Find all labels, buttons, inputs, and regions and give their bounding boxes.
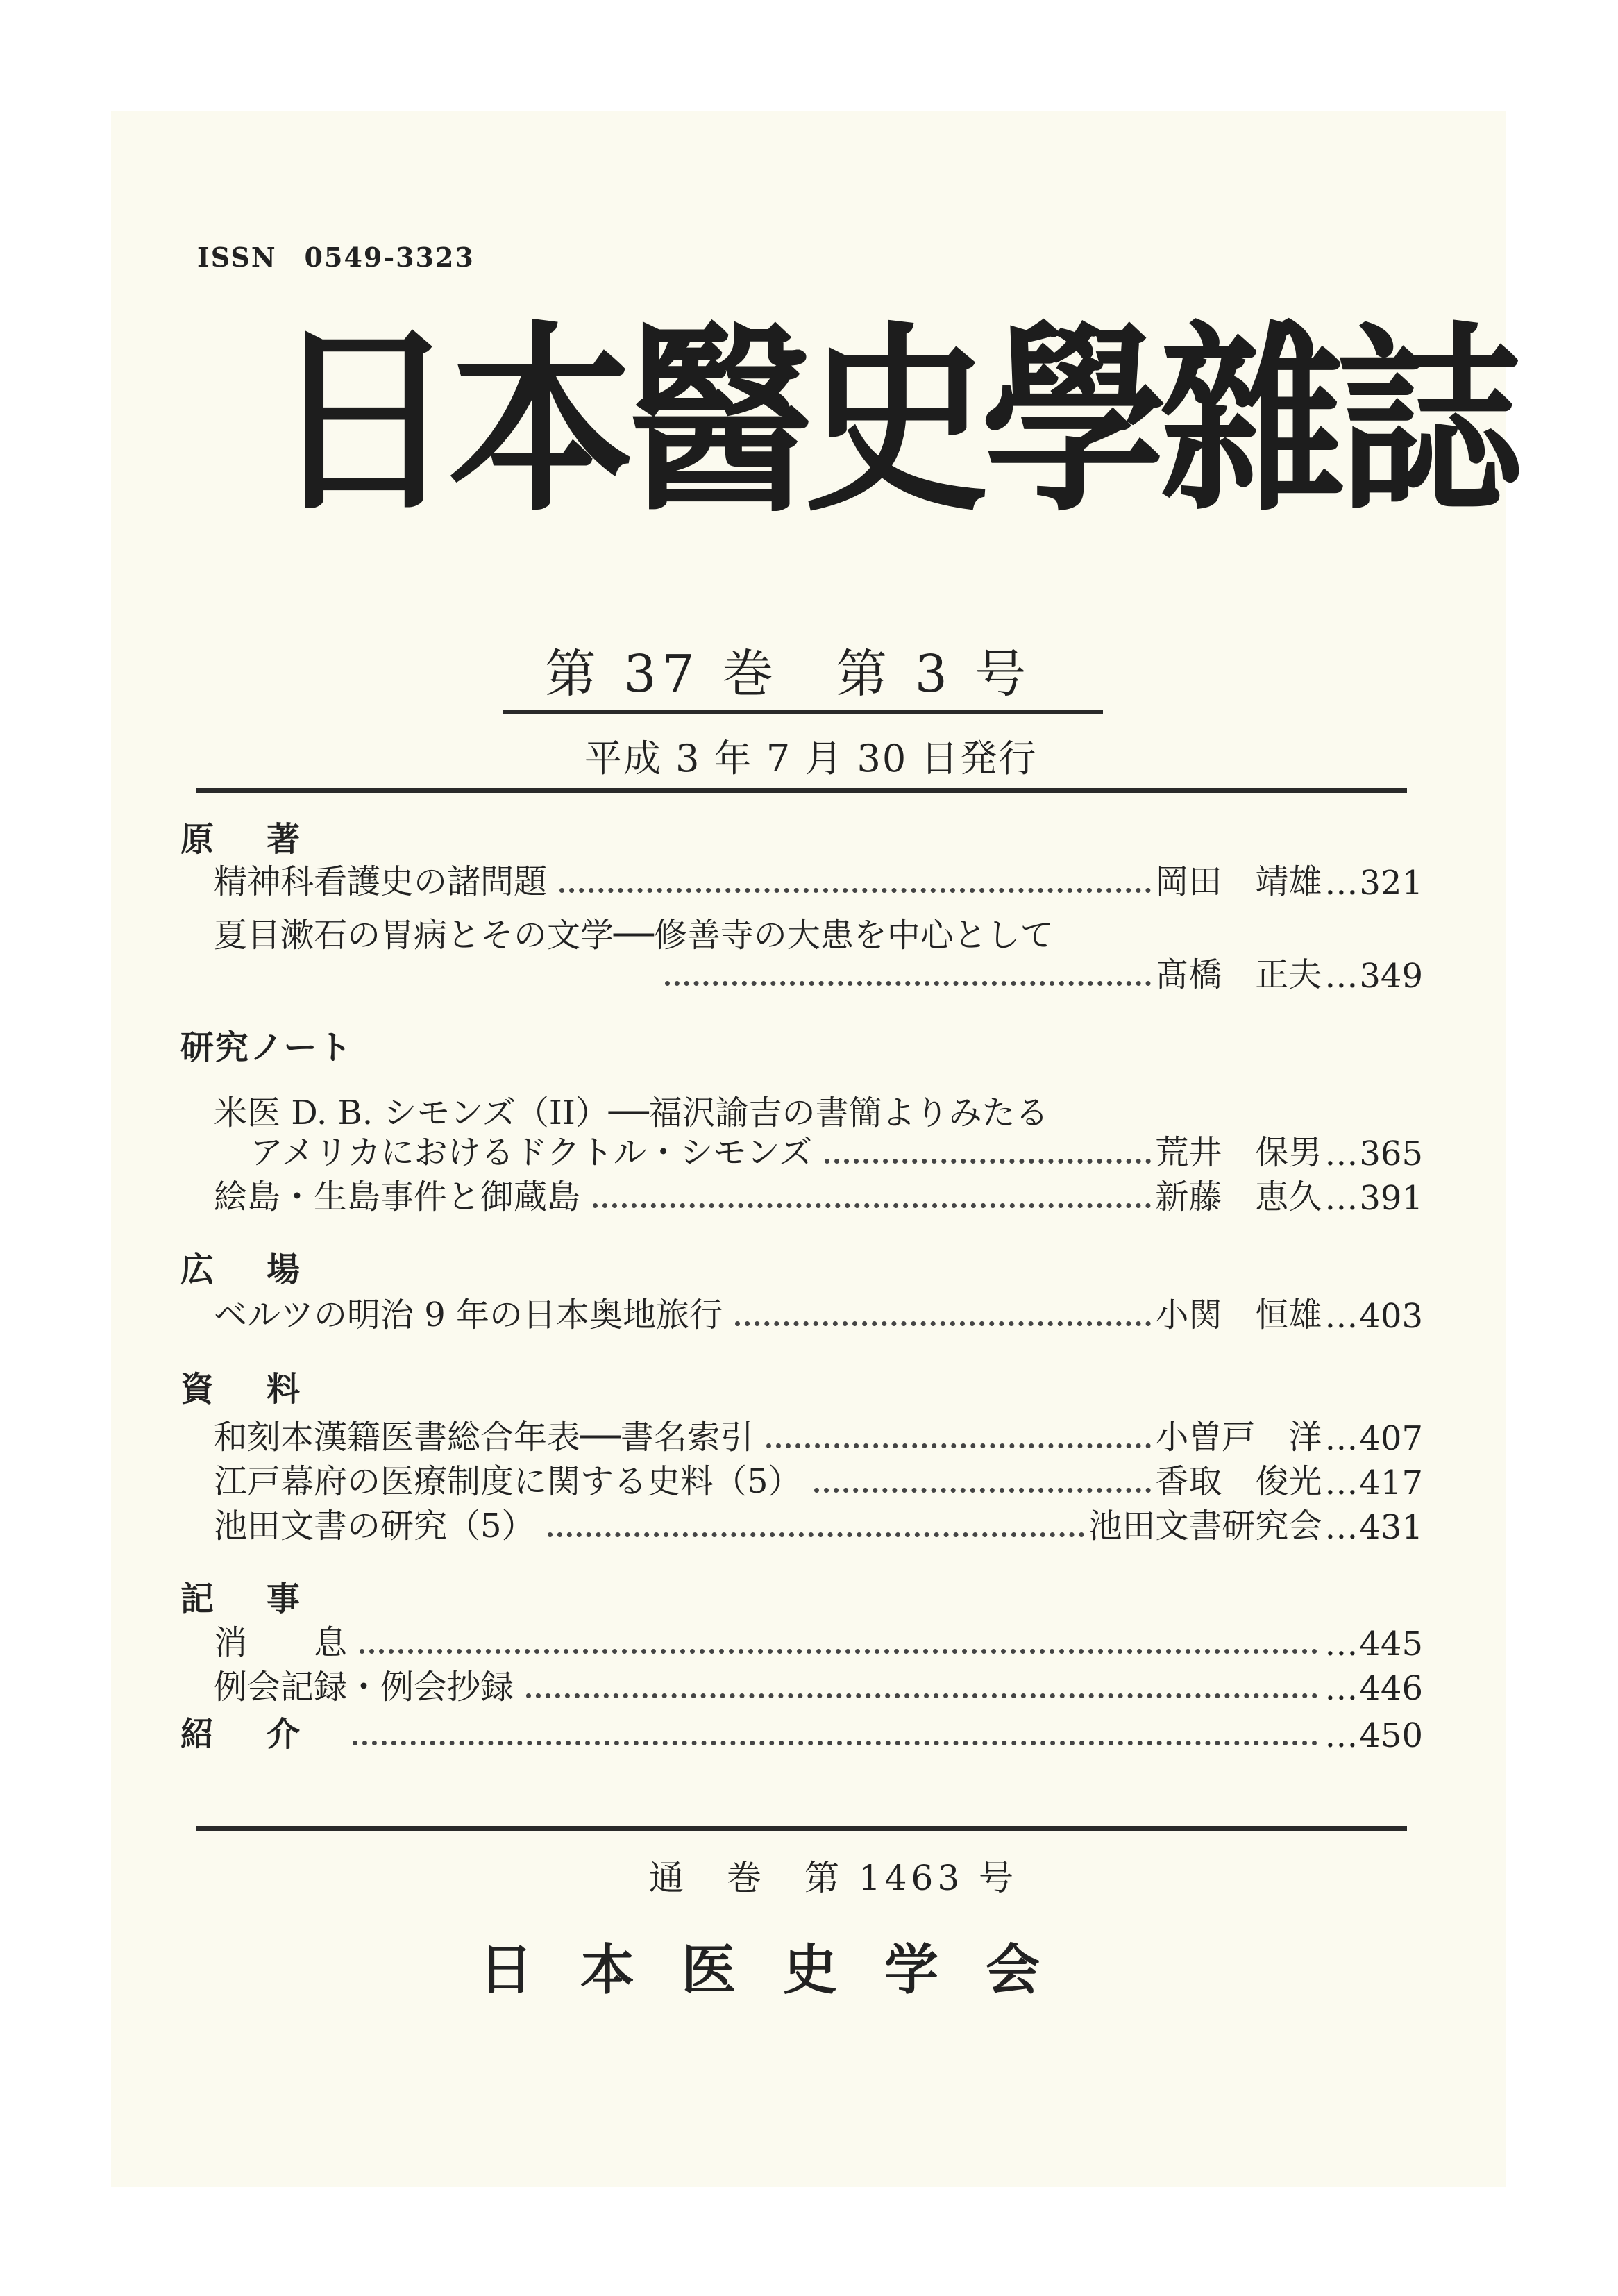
toc-entry[interactable]: [180, 1291, 1423, 1336]
entry-page: … 431: [1322, 1508, 1423, 1547]
dot-leader: [526, 1693, 1317, 1698]
journal-title: 日本醫史學雜誌: [271, 303, 1515, 539]
entry-page: … 321: [1322, 864, 1423, 903]
toc-entry-introductions[interactable]: [180, 1711, 1423, 1755]
entry-title-continued: アメリカにおけるドクトル・シモンズ: [250, 1133, 813, 1172]
toc-entry[interactable]: [180, 858, 1423, 903]
entry-author: 髙橋 正夫: [1155, 955, 1322, 994]
dot-leader: [814, 1488, 1152, 1493]
entry-title: 江戸幕府の医療制度に関する史料（5）: [214, 1462, 802, 1501]
entry-author: 新藤 恵久: [1155, 1178, 1322, 1216]
publish-date: 平成 3 年 7 月 30 日発行: [584, 737, 1038, 780]
entry-title: 和刻本漢籍医書総合年表──書名索引: [214, 1418, 754, 1457]
entry-title: 例会記録・例会抄録: [214, 1668, 514, 1707]
section-heading-original-articles: 原著: [180, 820, 353, 859]
section-heading-forum: 広場: [180, 1250, 353, 1289]
entry-title: ベルツの明治 9 年の日本奥地旅行: [214, 1296, 723, 1334]
volume-issue: 第 37 巻 第 3 号: [545, 644, 1032, 704]
toc-entry[interactable]: [180, 1502, 1423, 1547]
toc-entry[interactable]: [180, 1414, 1423, 1458]
dot-leader: [825, 1159, 1151, 1164]
entry-page: … 446: [1322, 1669, 1423, 1708]
entry-page: … 391: [1322, 1179, 1423, 1218]
toc-bottom-rule: [196, 1826, 1407, 1831]
entry-title: 精神科看護史の諸問題: [214, 862, 548, 901]
dot-leader: [353, 1741, 1317, 1745]
dot-leader: [548, 1532, 1085, 1537]
toc-entry[interactable]: [180, 1664, 1423, 1708]
issn-label: ISSN 0549-3323: [197, 242, 475, 273]
entry-author: 小関 恒雄: [1155, 1296, 1322, 1334]
entry-page: … 403: [1322, 1297, 1423, 1336]
entry-author: 小曽戸 洋: [1155, 1418, 1322, 1457]
section-heading-research-notes: 研究ノート: [180, 1028, 353, 1067]
entry-title: 消 息: [214, 1623, 348, 1662]
toc-entry[interactable]: [180, 1173, 1423, 1218]
entry-title: 絵島・生島事件と御蔵島: [214, 1178, 581, 1216]
entry-page: … 365: [1322, 1134, 1423, 1173]
entry-author: 香取 俊光: [1155, 1462, 1322, 1501]
entry-page: … 417: [1322, 1464, 1423, 1502]
entry-author: 岡田 靖雄: [1155, 862, 1322, 901]
entry-title-line1[interactable]: 米医 D. B. シモンズ（II）──福沢諭吉の書簡よりみたる: [214, 1093, 1049, 1132]
toc-top-rule: [196, 788, 1407, 793]
entry-author: 池田文書研究会: [1088, 1507, 1322, 1545]
toc-entry[interactable]: [180, 1129, 1423, 1173]
entry-author: 荒井 保男: [1155, 1133, 1322, 1172]
dot-leader: [735, 1321, 1151, 1326]
cumulative-issue-number: 通 巻 第 1463 号: [649, 1858, 1018, 1898]
entry-page: … 445: [1322, 1625, 1423, 1664]
dot-leader: [360, 1649, 1317, 1654]
entry-title-line1[interactable]: 夏目漱石の胃病とその文学──修善寺の大患を中心として: [214, 916, 1054, 955]
publisher-name: 日本医史学会: [479, 1938, 1088, 2002]
toc-entry[interactable]: [180, 1619, 1423, 1664]
toc-entry[interactable]: [180, 951, 1423, 996]
entry-page: … 407: [1322, 1419, 1423, 1458]
entry-page: … 349: [1322, 957, 1423, 996]
section-heading-news: 記事: [180, 1579, 353, 1618]
dot-leader: [766, 1443, 1152, 1448]
dot-leader: [593, 1203, 1151, 1208]
entry-title: 池田文書の研究（5）: [214, 1507, 535, 1545]
toc-entry[interactable]: [180, 1458, 1423, 1502]
dot-leader: [559, 888, 1151, 893]
volume-underline: [503, 710, 1103, 714]
section-heading-materials: 資料: [180, 1370, 353, 1409]
dot-leader: [665, 981, 1151, 986]
section-heading-introductions: 紹介: [180, 1715, 353, 1754]
entry-page: … 450: [1322, 1716, 1423, 1755]
